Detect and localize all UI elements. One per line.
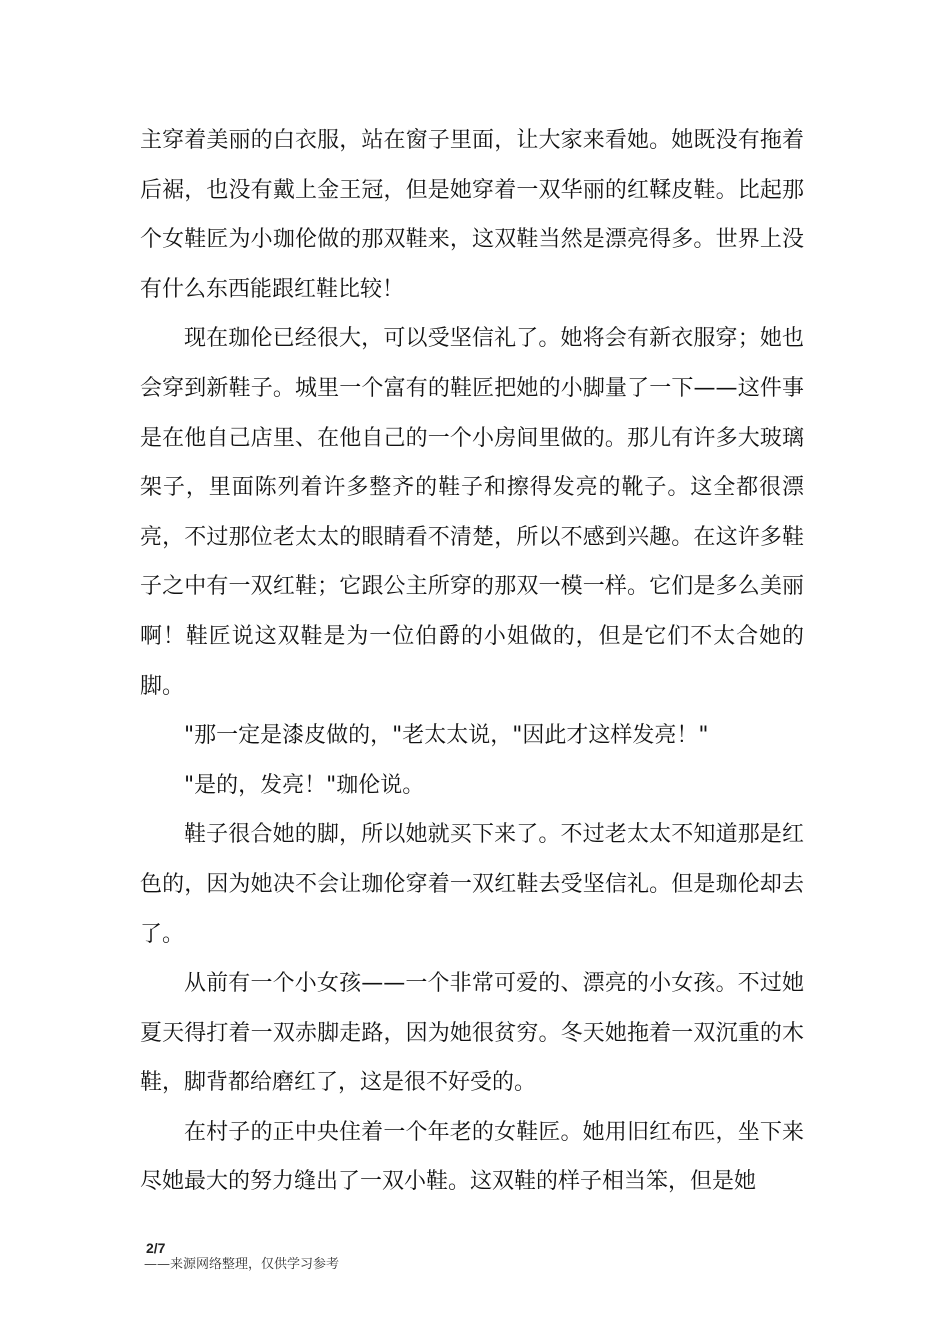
page-footer bbox=[146, 1240, 339, 1274]
paragraph-continuation: 主穿着美丽的白衣服，站在窗子里面，让大家来看她。她既没有拖着后裾，也没有戴上金王冠，但是她穿着一双华丽的红鞣皮鞋。比起那个女鞋匠为小珈伦做的那双鞋来，这双鞋当然是漂亮得多。世界上没有什么东西能跟红鞋比较！ bbox=[140, 128, 804, 302]
page-number: 2/7 bbox=[146, 1240, 166, 1256]
paragraph-dialogue: "那一定是漆皮做的，"老太太说，"因此才这样发亮！" bbox=[184, 723, 709, 749]
source-note: ——来源网络整理，仅供学习参考 bbox=[144, 1257, 340, 1272]
paragraph: 在村子的正中央住着一个年老的女鞋匠。她用旧红布匹，坐下来尽她最大的努力缝出了一双小鞋。这双鞋的样子相当笨，但是她 bbox=[140, 1119, 804, 1195]
paragraph: 现在珈伦已经很大，可以受坚信礼了。她将会有新衣服穿；她也会穿到新鞋子。城里一个富有的鞋匠把她的小脚量了一下——这件事是在他自己店里、在他自己的一个小房间里做的。那儿有许多大玻璃架子，里面陈列着许多整齐的鞋子和擦得发亮的靴子。这全都很漂亮，不过那位老太太的眼睛看不清楚，所以不感到兴趣。在这许多鞋子之中有一双红鞋；它跟公主所穿的那双一模一样。它们是多么美丽啊！鞋匠说这双鞋是为一位伯爵的小姐做的，但是它们不太合她的脚。 bbox=[140, 326, 804, 699]
paragraph: 从前有一个小女孩——一个非常可爱的、漂亮的小女孩。不过她夏天得打着一双赤脚走路，因为她很贫穷。冬天她拖着一双沉重的木鞋，脚背都给磨红了，这是很不好受的。 bbox=[140, 971, 804, 1096]
paragraph-dialogue: "是的，发亮！"珈伦说。 bbox=[184, 772, 425, 798]
body-text bbox=[140, 116, 804, 1207]
paragraph: 鞋子很合她的脚，所以她就买下来了。不过老太太不知道那是红色的，因为她决不会让珈伦穿着一双红鞋去受坚信礼。但是珈伦却去了。 bbox=[140, 822, 804, 947]
